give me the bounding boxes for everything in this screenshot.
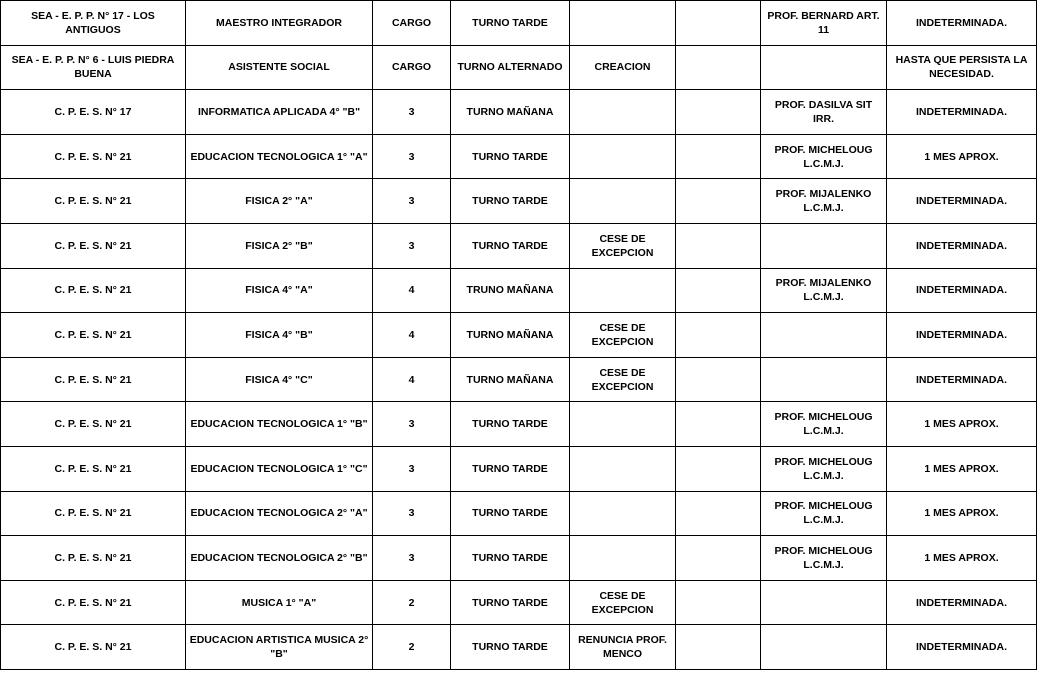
shift-cell: TURNO ALTERNADO bbox=[451, 45, 570, 90]
subject-cell: FISICA 4° "A" bbox=[186, 268, 373, 313]
shift-cell: TURNO TARDE bbox=[451, 536, 570, 581]
teacher-cell: PROF. MICHELOUG L.C.M.J. bbox=[761, 446, 887, 491]
table-row bbox=[1, 134, 1037, 179]
duration-cell: INDETERMINADA. bbox=[887, 90, 1037, 135]
shift-cell: TURNO TARDE bbox=[451, 625, 570, 670]
school-cell: C. P. E. S. N° 21 bbox=[1, 357, 186, 402]
hours-cell: 3 bbox=[373, 536, 451, 581]
school-cell: C. P. E. S. N° 21 bbox=[1, 536, 186, 581]
hours-cell: 4 bbox=[373, 357, 451, 402]
reason-cell: CREACION bbox=[570, 45, 676, 90]
blank-cell bbox=[676, 45, 761, 90]
reason-cell bbox=[570, 536, 676, 581]
blank-cell bbox=[676, 1, 761, 46]
shift-cell: TURNO MAÑANA bbox=[451, 313, 570, 358]
reason-cell: CESE DE EXCEPCION bbox=[570, 223, 676, 268]
blank-cell bbox=[676, 625, 761, 670]
reason-cell bbox=[570, 179, 676, 224]
teacher-cell: PROF. DASILVA SIT IRR. bbox=[761, 90, 887, 135]
table-row bbox=[1, 223, 1037, 268]
duration-cell: INDETERMINADA. bbox=[887, 313, 1037, 358]
school-cell: C. P. E. S. N° 21 bbox=[1, 223, 186, 268]
hours-cell: 2 bbox=[373, 625, 451, 670]
reason-cell bbox=[570, 268, 676, 313]
table-row bbox=[1, 90, 1037, 135]
reason-cell: CESE DE EXCEPCION bbox=[570, 357, 676, 402]
blank-cell bbox=[676, 134, 761, 179]
shift-cell: TURNO TARDE bbox=[451, 491, 570, 536]
school-cell: C. P. E. S. N° 21 bbox=[1, 268, 186, 313]
school-cell: C. P. E. S. N° 21 bbox=[1, 179, 186, 224]
subject-cell: FISICA 4° "B" bbox=[186, 313, 373, 358]
duration-cell: INDETERMINADA. bbox=[887, 625, 1037, 670]
hours-cell: 3 bbox=[373, 134, 451, 179]
teacher-cell: PROF. MICHELOUG L.C.M.J. bbox=[761, 402, 887, 447]
school-cell: C. P. E. S. N° 21 bbox=[1, 625, 186, 670]
hours-cell: 3 bbox=[373, 223, 451, 268]
blank-cell bbox=[676, 491, 761, 536]
hours-cell: 2 bbox=[373, 580, 451, 625]
teacher-cell: PROF. MIJALENKO L.C.M.J. bbox=[761, 268, 887, 313]
teacher-cell: PROF. BERNARD ART. 11 bbox=[761, 1, 887, 46]
blank-cell bbox=[676, 268, 761, 313]
table-row bbox=[1, 179, 1037, 224]
reason-cell bbox=[570, 90, 676, 135]
table-row bbox=[1, 402, 1037, 447]
teacher-cell: PROF. MICHELOUG L.C.M.J. bbox=[761, 134, 887, 179]
teacher-cell bbox=[761, 45, 887, 90]
reason-cell bbox=[570, 446, 676, 491]
school-cell: C. P. E. S. N° 21 bbox=[1, 580, 186, 625]
table-row bbox=[1, 625, 1037, 670]
duration-cell: HASTA QUE PERSISTA LA NECESIDAD. bbox=[887, 45, 1037, 90]
subject-cell: EDUCACION ARTISTICA MUSICA 2° "B" bbox=[186, 625, 373, 670]
table-row bbox=[1, 491, 1037, 536]
school-cell: SEA - E. P. P. N° 17 - LOS ANTIGUOS bbox=[1, 1, 186, 46]
shift-cell: TURNO TARDE bbox=[451, 580, 570, 625]
hours-cell: 3 bbox=[373, 446, 451, 491]
shift-cell: TURNO TARDE bbox=[451, 402, 570, 447]
blank-cell bbox=[676, 446, 761, 491]
shift-cell: TURNO TARDE bbox=[451, 1, 570, 46]
hours-cell: 3 bbox=[373, 402, 451, 447]
blank-cell bbox=[676, 179, 761, 224]
school-cell: SEA - E. P. P. N° 6 - LUIS PIEDRA BUENA bbox=[1, 45, 186, 90]
table-row bbox=[1, 1, 1037, 46]
duration-cell: INDETERMINADA. bbox=[887, 179, 1037, 224]
subject-cell: FISICA 2° "B" bbox=[186, 223, 373, 268]
subject-cell: FISICA 2° "A" bbox=[186, 179, 373, 224]
table-row bbox=[1, 313, 1037, 358]
table-row bbox=[1, 580, 1037, 625]
school-cell: C. P. E. S. N° 17 bbox=[1, 90, 186, 135]
blank-cell bbox=[676, 90, 761, 135]
reason-cell bbox=[570, 402, 676, 447]
blank-cell bbox=[676, 313, 761, 358]
table-row bbox=[1, 357, 1037, 402]
school-cell: C. P. E. S. N° 21 bbox=[1, 313, 186, 358]
hours-cell: CARGO bbox=[373, 45, 451, 90]
school-cell: C. P. E. S. N° 21 bbox=[1, 446, 186, 491]
duration-cell: INDETERMINADA. bbox=[887, 357, 1037, 402]
reason-cell bbox=[570, 491, 676, 536]
subject-cell: EDUCACION TECNOLOGICA 1° "C" bbox=[186, 446, 373, 491]
teacher-cell bbox=[761, 313, 887, 358]
blank-cell bbox=[676, 357, 761, 402]
reason-cell: CESE DE EXCEPCION bbox=[570, 580, 676, 625]
school-cell: C. P. E. S. N° 21 bbox=[1, 491, 186, 536]
school-cell: C. P. E. S. N° 21 bbox=[1, 402, 186, 447]
reason-cell bbox=[570, 1, 676, 46]
duration-cell: INDETERMINADA. bbox=[887, 223, 1037, 268]
teacher-cell bbox=[761, 580, 887, 625]
hours-cell: 4 bbox=[373, 313, 451, 358]
teacher-cell: PROF. MICHELOUG L.C.M.J. bbox=[761, 536, 887, 581]
blank-cell bbox=[676, 536, 761, 581]
blank-cell bbox=[676, 402, 761, 447]
duration-cell: INDETERMINADA. bbox=[887, 580, 1037, 625]
shift-cell: TURNO TARDE bbox=[451, 446, 570, 491]
shift-cell: TRUNO MAÑANA bbox=[451, 268, 570, 313]
hours-cell: 3 bbox=[373, 179, 451, 224]
teacher-cell bbox=[761, 357, 887, 402]
teacher-cell: PROF. MIJALENKO L.C.M.J. bbox=[761, 179, 887, 224]
blank-cell bbox=[676, 223, 761, 268]
duration-cell: INDETERMINADA. bbox=[887, 268, 1037, 313]
hours-cell: 3 bbox=[373, 491, 451, 536]
hours-cell: 3 bbox=[373, 90, 451, 135]
subject-cell: MAESTRO INTEGRADOR bbox=[186, 1, 373, 46]
shift-cell: TURNO TARDE bbox=[451, 134, 570, 179]
subject-cell: EDUCACION TECNOLOGICA 1° "B" bbox=[186, 402, 373, 447]
subject-cell: ASISTENTE SOCIAL bbox=[186, 45, 373, 90]
duration-cell: 1 MES APROX. bbox=[887, 402, 1037, 447]
table-row bbox=[1, 446, 1037, 491]
subject-cell: EDUCACION TECNOLOGICA 1° "A" bbox=[186, 134, 373, 179]
hours-cell: 4 bbox=[373, 268, 451, 313]
subject-cell: EDUCACION TECNOLOGICA 2° "A" bbox=[186, 491, 373, 536]
blank-cell bbox=[676, 580, 761, 625]
duration-cell: 1 MES APROX. bbox=[887, 134, 1037, 179]
shift-cell: TURNO TARDE bbox=[451, 223, 570, 268]
table-row bbox=[1, 268, 1037, 313]
teacher-cell bbox=[761, 223, 887, 268]
subject-cell: MUSICA 1° "A" bbox=[186, 580, 373, 625]
shift-cell: TURNO MAÑANA bbox=[451, 357, 570, 402]
school-cell: C. P. E. S. N° 21 bbox=[1, 134, 186, 179]
teacher-cell: PROF. MICHELOUG L.C.M.J. bbox=[761, 491, 887, 536]
reason-cell bbox=[570, 134, 676, 179]
table-row bbox=[1, 45, 1037, 90]
duration-cell: 1 MES APROX. bbox=[887, 536, 1037, 581]
shift-cell: TURNO MAÑANA bbox=[451, 90, 570, 135]
duration-cell: 1 MES APROX. bbox=[887, 491, 1037, 536]
duration-cell: 1 MES APROX. bbox=[887, 446, 1037, 491]
subject-cell: EDUCACION TECNOLOGICA 2° "B" bbox=[186, 536, 373, 581]
duration-cell: INDETERMINADA. bbox=[887, 1, 1037, 46]
teacher-cell bbox=[761, 625, 887, 670]
table-body bbox=[1, 1, 1037, 670]
subject-cell: FISICA 4° "C" bbox=[186, 357, 373, 402]
reason-cell: RENUNCIA PROF. MENCO bbox=[570, 625, 676, 670]
table-row bbox=[1, 536, 1037, 581]
shift-cell: TURNO TARDE bbox=[451, 179, 570, 224]
subject-cell: INFORMATICA APLICADA 4° "B" bbox=[186, 90, 373, 135]
hours-cell: CARGO bbox=[373, 1, 451, 46]
reason-cell: CESE DE EXCEPCION bbox=[570, 313, 676, 358]
